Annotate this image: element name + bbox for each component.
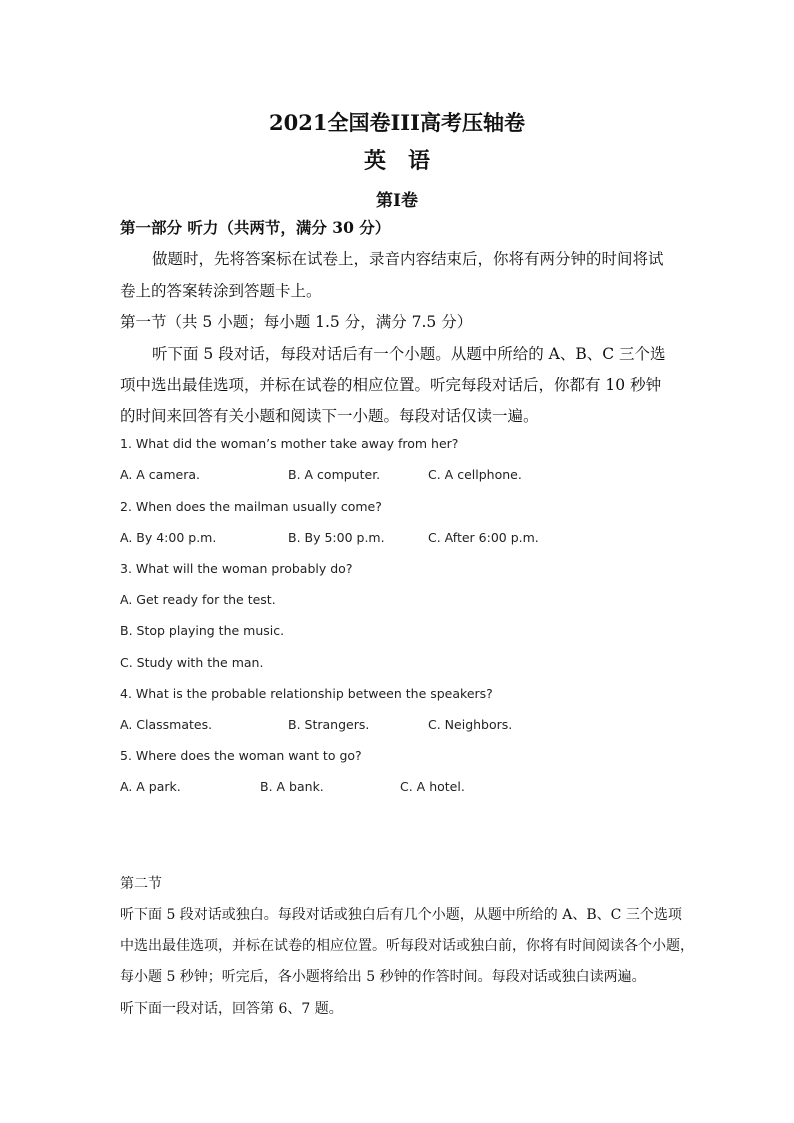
section2-directions-line: 每小题 5 秒钟；听完后，各小题将给出 5 秒钟的作答时间。每段对话或独白读两遍。: [120, 969, 646, 985]
exam-title: 2021全国卷III高考压轴卷: [269, 110, 525, 135]
section2-directions-line: 听下面一段对话，回答第 6、7 题。: [120, 1001, 343, 1017]
question-stem: 4. What is the probable relationship between the speakers?: [120, 686, 493, 701]
answer-option: A. Get ready for the test.: [120, 592, 276, 607]
answer-option: B. A bank.: [260, 779, 324, 794]
answer-option: C. After 6:00 p.m.: [428, 530, 539, 545]
section1-heading: 第一节（共 5 小题；每小题 1.5 分，满分 7.5 分）: [120, 313, 473, 331]
part1-heading: 第一部分 听力（共两节，满分 30 分）: [120, 218, 391, 237]
answer-option: B. Stop playing the music.: [120, 623, 285, 638]
question-stem: 2. When does the mailman usually come?: [120, 499, 382, 514]
answer-option: A. A park.: [120, 779, 181, 794]
instruction-line: 做题时，先将答案标在试卷上，录音内容结束后，你将有两分钟的时间将试: [152, 250, 664, 268]
section2-directions-line: 中选出最佳选项，并标在试卷的相应位置。听每段对话或独白前，你将有时间阅读各个小题，: [120, 938, 694, 954]
answer-option: C. Study with the man.: [120, 655, 264, 670]
question-stem: 3. What will the woman probably do?: [120, 561, 353, 576]
instruction-line: 卷上的答案转涂到答题卡上。: [120, 282, 322, 300]
section2-directions-line: 听下面 5 段对话或独白。每段对话或独白后有几个小题，从题中所给的 A、B、C 三个选项: [120, 907, 682, 923]
answer-option: C. Neighbors.: [428, 717, 513, 732]
question-stem: 1. What did the woman’s mother take away from her?: [120, 436, 459, 451]
answer-option: C. A hotel.: [400, 779, 465, 794]
volume-label: 第I卷: [376, 191, 418, 211]
answer-option: A. A camera.: [120, 467, 200, 482]
answer-option: B. By 5:00 p.m.: [288, 530, 385, 545]
subject-title: 英语: [363, 148, 452, 174]
answer-option: A. By 4:00 p.m.: [120, 530, 217, 545]
answer-option: B. Strangers.: [288, 717, 370, 732]
answer-option: C. A cellphone.: [428, 467, 522, 482]
section1-directions-line: 的时间来回答有关小题和阅读下一小题。每段对话仅读一遍。: [120, 407, 539, 425]
question-stem: 5. Where does the woman want to go?: [120, 748, 362, 763]
answer-option: B. A computer.: [288, 467, 381, 482]
section1-directions-line: 项中选出最佳选项，并标在试卷的相应位置。听完每段对话后，你都有 10 秒钟: [120, 376, 662, 394]
section1-directions-line: 听下面 5 段对话，每段对话后有一个小题。从题中所给的 A、B、C 三个选: [152, 345, 666, 363]
section2-heading: 第二节: [120, 876, 162, 892]
answer-option: A. Classmates.: [120, 717, 213, 732]
